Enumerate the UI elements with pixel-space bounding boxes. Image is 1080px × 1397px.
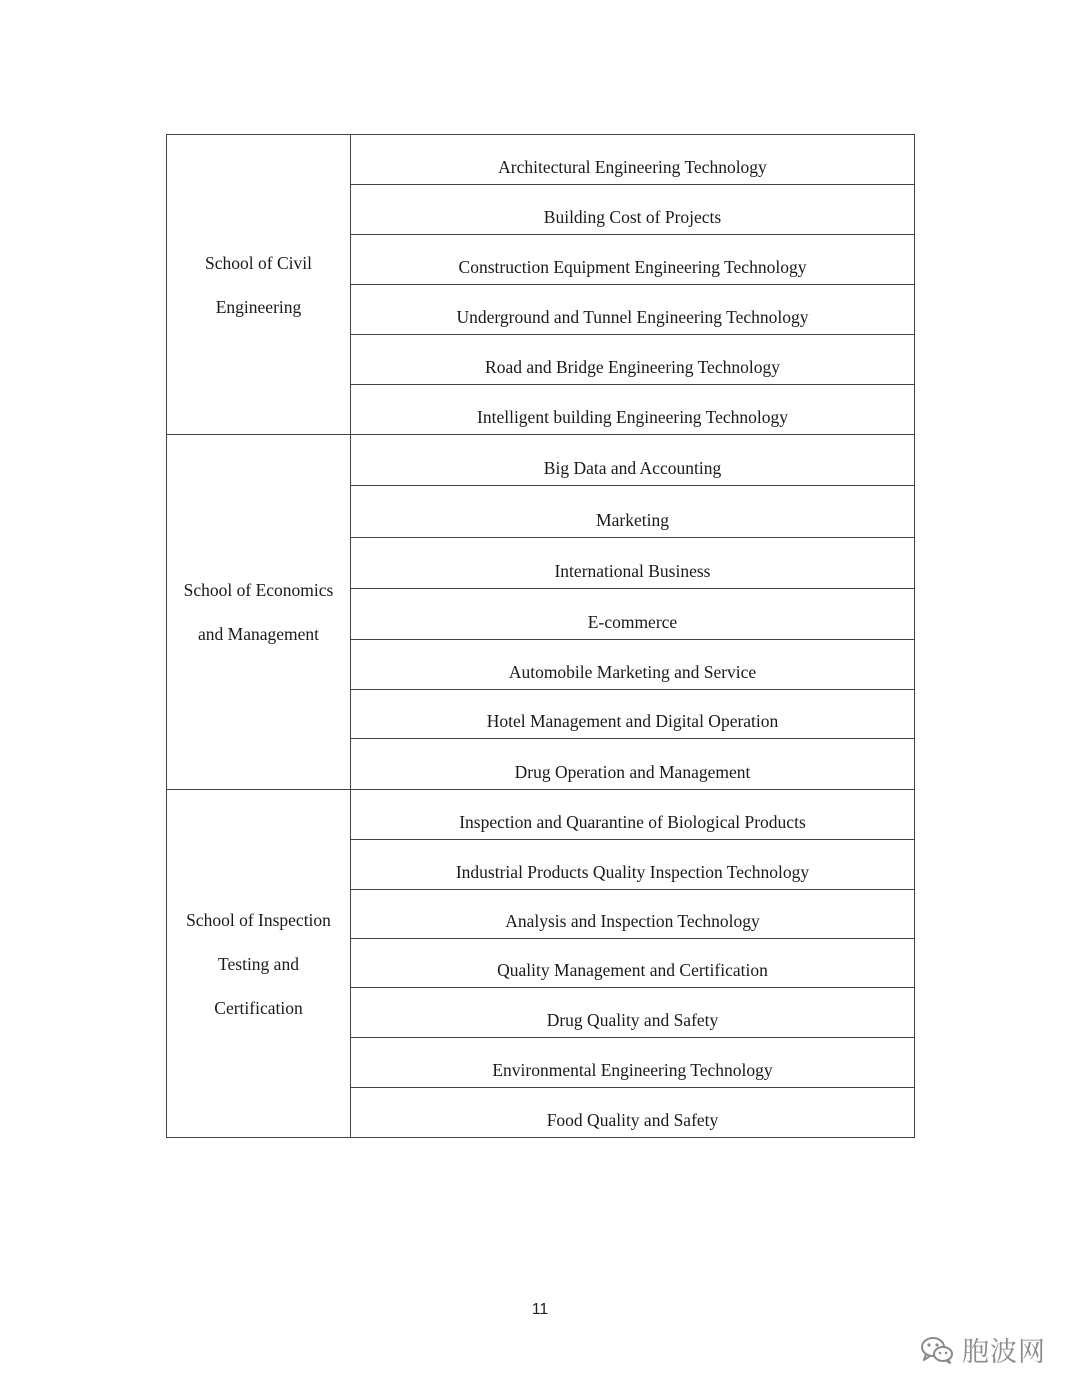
school-name-cell bbox=[167, 435, 351, 790]
major-cell: Hotel Management and Digital Operation bbox=[351, 690, 915, 739]
major-cell: Underground and Tunnel Engineering Technology bbox=[351, 285, 915, 335]
school-name-line: School of Inspection bbox=[186, 909, 331, 930]
major-cell: Architectural Engineering Technology bbox=[351, 135, 915, 185]
school-name-cell bbox=[167, 790, 351, 1138]
major-cell: Quality Management and Certification bbox=[351, 939, 915, 988]
major-cell: Marketing bbox=[351, 486, 915, 538]
school-name-line: School of Civil bbox=[205, 252, 312, 273]
major-cell: Drug Operation and Management bbox=[351, 739, 915, 790]
major-cell: International Business bbox=[351, 538, 915, 589]
table-row bbox=[167, 790, 915, 840]
table-row bbox=[167, 435, 915, 486]
major-cell: E-commerce bbox=[351, 589, 915, 640]
major-cell: Road and Bridge Engineering Technology bbox=[351, 335, 915, 385]
major-cell: Industrial Products Quality Inspection Technology bbox=[351, 840, 915, 890]
major-cell: Drug Quality and Safety bbox=[351, 988, 915, 1038]
major-cell: Environmental Engineering Technology bbox=[351, 1038, 915, 1088]
major-cell: Inspection and Quarantine of Biological Products bbox=[351, 790, 915, 840]
major-cell: Automobile Marketing and Service bbox=[351, 640, 915, 690]
major-cell: Building Cost of Projects bbox=[351, 185, 915, 235]
watermark-text: 胞波网 bbox=[962, 1337, 1046, 1368]
page-number: 11 bbox=[531, 1301, 549, 1318]
major-cell: Construction Equipment Engineering Technology bbox=[351, 235, 915, 285]
wechat-icon bbox=[920, 1335, 954, 1365]
school-name-line: Certification bbox=[214, 997, 303, 1018]
major-cell: Analysis and Inspection Technology bbox=[351, 890, 915, 939]
table-row bbox=[167, 135, 915, 185]
school-name-cell bbox=[167, 135, 351, 435]
program-table bbox=[166, 134, 915, 1138]
school-name-line: and Management bbox=[198, 624, 319, 644]
major-cell: Intelligent building Engineering Technology bbox=[351, 385, 915, 435]
table-body bbox=[167, 135, 915, 1138]
major-cell: Food Quality and Safety bbox=[351, 1088, 915, 1138]
school-name-line: Testing and bbox=[218, 953, 299, 974]
school-name-line: Engineering bbox=[215, 296, 302, 317]
major-cell: Big Data and Accounting bbox=[351, 435, 915, 486]
school-name-line: School of Economics bbox=[183, 580, 334, 600]
watermark bbox=[920, 1330, 1046, 1369]
